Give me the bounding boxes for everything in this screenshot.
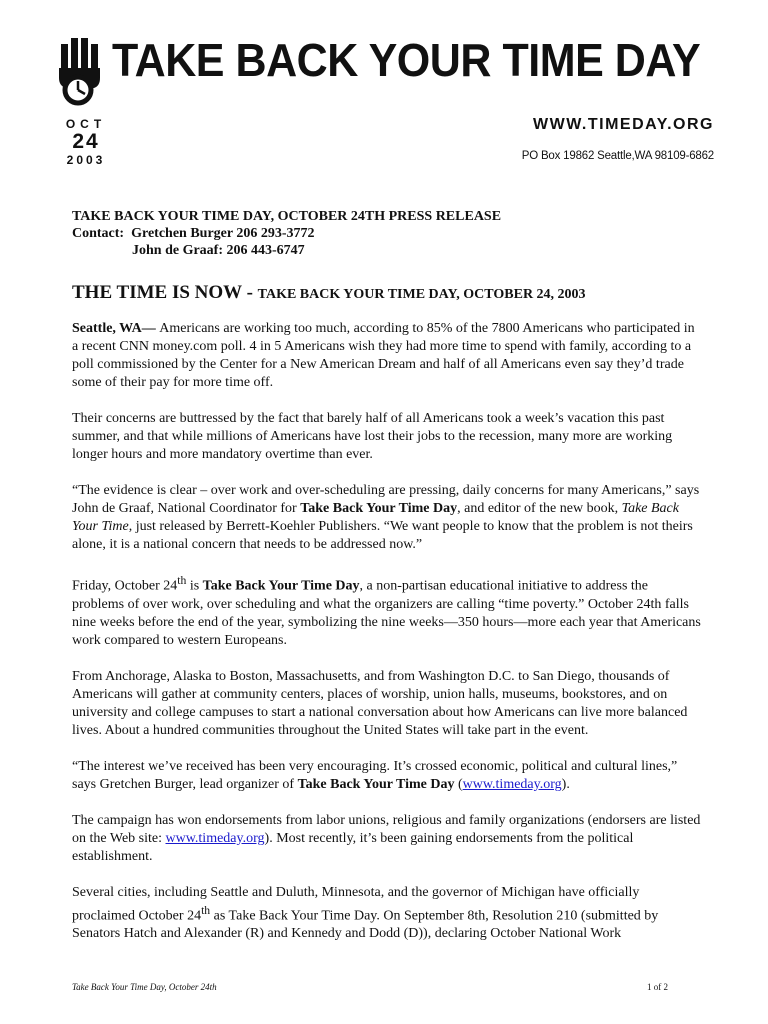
paragraph-3-text-b: , and editor of the new book,	[457, 501, 622, 516]
paragraph-4-text-b: is	[186, 578, 203, 594]
dateline-dash: —	[141, 321, 160, 336]
paragraph-8-sup: th	[201, 903, 211, 917]
event-date-month: OCT	[65, 117, 107, 131]
paragraph-3	[72, 482, 702, 554]
paragraph-3-bold: Take Back Your Time Day	[300, 501, 458, 516]
contact-prefix: Contact:	[72, 226, 125, 241]
book-title: Take Back Your Time	[72, 501, 679, 534]
event-date	[60, 118, 112, 166]
letterhead-title: TAKE BACK YOUR TIME DAY	[112, 34, 701, 86]
paragraph-6	[72, 758, 702, 794]
headline	[72, 282, 586, 306]
headline-sub: TAKE BACK YOUR TIME DAY, OCTOBER 24, 2003	[257, 287, 586, 302]
timeday-link[interactable]: www.timeday.org	[462, 776, 562, 792]
paragraph-3-text-c: , just released by Berrett-Koehler Publishers. “We want people to know that the problem is not theirs alone, it is a national concern that needs to be addressed now.”	[72, 519, 693, 552]
paragraph-3-text-a: “The evidence is clear – over work and over-scheduling are pressing, daily concerns for many Americans,” says John de Graaf, National Coordinator for	[72, 483, 700, 516]
paragraph-6-text-a: “The interest we’ve received has been very encouraging. It’s crossed economic, political and cultural lines,” says Gretchen Burger, lead organizer of	[72, 758, 678, 792]
paragraph-4-bold: Take Back Your Time Day	[202, 578, 360, 594]
paragraph-4-text-c: , a non-partisan educational initiative to address the problems of over work, over scheduling and what the organizers are calling “time poverty.” October 24th falls nine weeks before the end of the year, symbolizing the nine weeks—350 hours—more each year that Americans work compared to western Europeans.	[72, 578, 701, 648]
paragraph-8	[72, 884, 702, 944]
contact-john: John de Graaf: 206 443-6747	[132, 243, 305, 258]
paragraph-8-text-b: as Take Back Your Time Day. On September 8th, Resolution 210 (submitted by Senators Hatch and Alexander (R) and Kennedy and Dodd (D)), declaring October National Work	[72, 908, 659, 942]
paragraph-4	[72, 572, 702, 650]
paragraph-6-bold: Take Back Your Time Day	[297, 776, 455, 792]
paragraph-7-text-b: ). Most recently, it’s been gaining endorsements from the political establishment.	[72, 830, 634, 864]
paragraph-4-text-a: Friday, October 24	[72, 578, 178, 594]
footer-title: Take Back Your Time Day, October 24th	[72, 982, 217, 992]
paragraph-7-text-a: The campaign has won endorsements from labor unions, religious and family organizations (endorsers are listed on the Web site:	[72, 812, 701, 846]
paragraph-7	[72, 812, 702, 866]
press-release-header	[72, 208, 501, 259]
paragraph-2: Their concerns are buttressed by the fact that barely half of all Americans took a week’s vacation this past summer, and that while millions of Americans have lost their jobs to the recession, many more are working longer hours and more mandatory overtime than ever.	[72, 411, 673, 462]
paragraph-8-text-a: Several cities, including Seattle and Duluth, Minnesota, and the governor of Michigan have officially proclaimed October 24	[72, 884, 640, 924]
timeday-link-2[interactable]: www.timeday.org	[165, 830, 265, 846]
paragraph-5: From Anchorage, Alaska to Boston, Massachusetts, and from Washington D.C. to San Diego, thousands of Americans will gather at community centers, places of worship, union halls, museums, bookstores, and on university and college campuses to start a national conversation about how Americans can live more balanced lives. About a hundred communities throughout the United States will take part in the event.	[72, 668, 688, 738]
letterhead-address: PO Box 19862 Seattle,WA 98109-6862	[521, 150, 714, 162]
letterhead-website: WWW.TIMEDAY.ORG	[532, 116, 714, 133]
paragraph-6-text-b: (	[454, 776, 463, 792]
paragraph-4-sup: th	[177, 574, 187, 587]
hand-clock-logo	[56, 38, 110, 108]
press-release-heading: TAKE BACK YOUR TIME DAY, OCTOBER 24TH PRESS RELEASE	[72, 209, 502, 224]
paragraph-1	[72, 320, 702, 392]
headline-main: THE TIME IS NOW	[72, 282, 242, 303]
headline-separator: -	[241, 282, 258, 303]
contact-line-1	[72, 225, 501, 242]
event-date-year: 2003	[66, 153, 106, 167]
page-number: 1 of 2	[647, 982, 668, 992]
article-body	[72, 320, 702, 961]
dateline: Seattle, WA	[72, 321, 142, 336]
paragraph-1-text: Americans are working too much, according to 85% of the 7800 Americans who participated in a recent CNN money.com poll. 4 in 5 Americans wish they had more time to spend with family, according to a poll commissioned by the Center for a New American Dream and half of all Americans even say they’d trade some of their pay for more time off.	[72, 321, 695, 390]
event-date-day: 24	[72, 130, 100, 153]
contact-gretchen: Gretchen Burger 206 293-3772	[131, 226, 315, 241]
paragraph-6-text-c: ).	[561, 776, 570, 792]
